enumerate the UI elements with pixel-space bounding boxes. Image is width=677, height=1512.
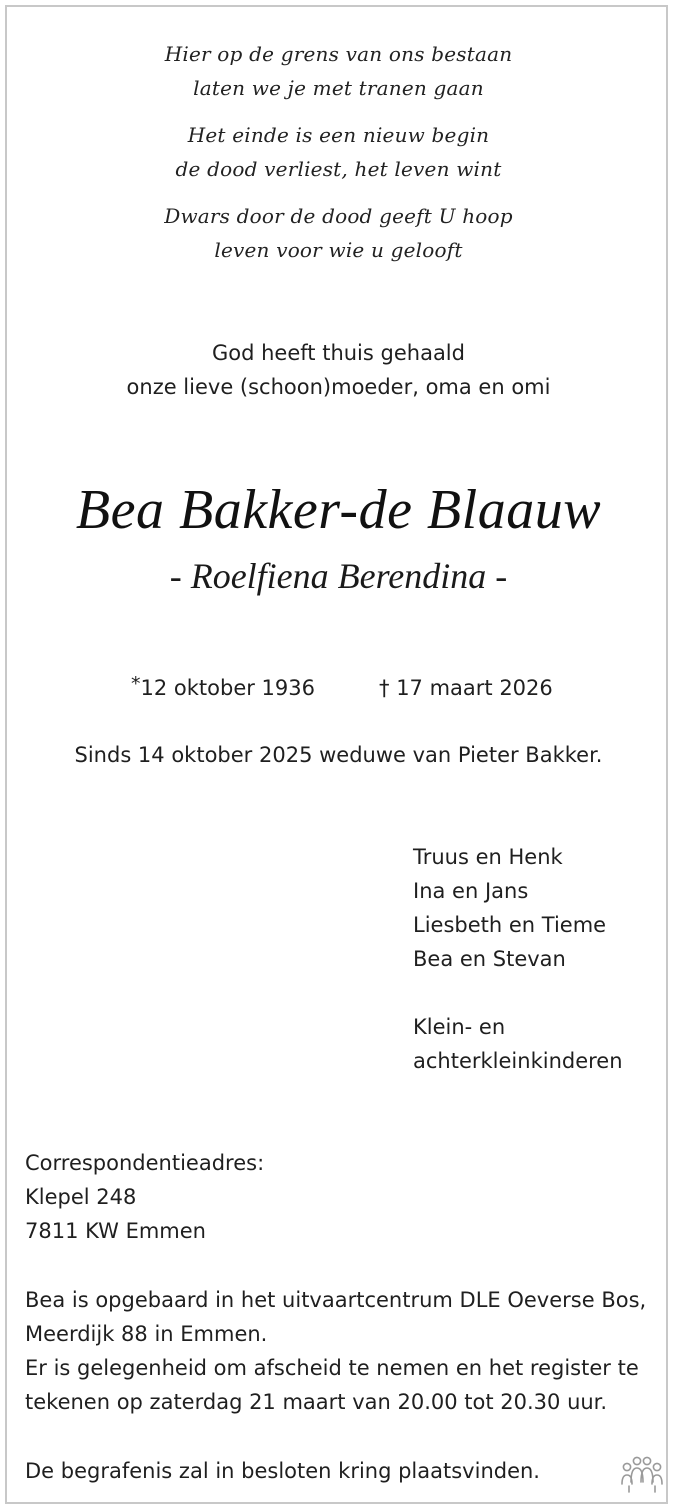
cross-icon: † (379, 676, 390, 700)
family-member: Liesbeth en Tieme (413, 913, 607, 937)
correspondence-street: Klepel 248 (25, 1185, 137, 1209)
correspondence-city: 7811 KW Emmen (25, 1219, 206, 1243)
poem-line: Dwars door de dood geeft U hoop (164, 204, 513, 228)
people-group-icon (618, 1454, 666, 1496)
grandchildren-line: Klein- en (413, 1015, 506, 1039)
poem-line: de dood verliest, het leven wint (175, 157, 502, 181)
poem-line: Het einde is een nieuw begin (187, 123, 490, 147)
poem-line: leven voor wie u gelooft (214, 238, 463, 262)
details-line: Bea is opgebaard in het uitvaartcentrum DLE Oeverse Bos, (25, 1288, 647, 1312)
birth-date-text: 12 oktober 1936 (140, 676, 315, 700)
deceased-name: Bea Bakker-de Blaauw (75, 479, 602, 541)
intro-line: God heeft thuis gehaald (212, 341, 465, 365)
death-date-text: 17 maart 2026 (396, 676, 553, 700)
death-date (379, 676, 553, 700)
family-member: Truus en Henk (413, 845, 563, 869)
details-line: tekenen op zaterdag 21 maart van 20.00 tot 20.30 uur. (25, 1390, 608, 1414)
family-member: Bea en Stevan (413, 947, 566, 971)
birth-date (131, 673, 315, 700)
funeral-line: De begrafenis zal in besloten kring plaatsvinden. (25, 1459, 540, 1483)
details-line: Meerdijk 88 in Emmen. (25, 1322, 268, 1346)
correspondence-label: Correspondentieadres: (25, 1151, 265, 1175)
grandchildren-line: achterkleinkinderen (413, 1049, 623, 1073)
widow-line: Sinds 14 oktober 2025 weduwe van Pieter Bakker. (74, 743, 603, 767)
birth-symbol: * (131, 673, 141, 695)
family-member: Ina en Jans (413, 879, 529, 903)
deceased-first-names: - Roelfiena Berendina - (169, 556, 508, 596)
details-line: Er is gelegenheid om afscheid te nemen en het register te (25, 1356, 639, 1380)
poem-line: Hier op de grens van ons bestaan (164, 42, 513, 66)
intro-line: onze lieve (schoon)moeder, oma en omi (126, 375, 551, 399)
poem-line: laten we je met tranen gaan (193, 76, 484, 100)
